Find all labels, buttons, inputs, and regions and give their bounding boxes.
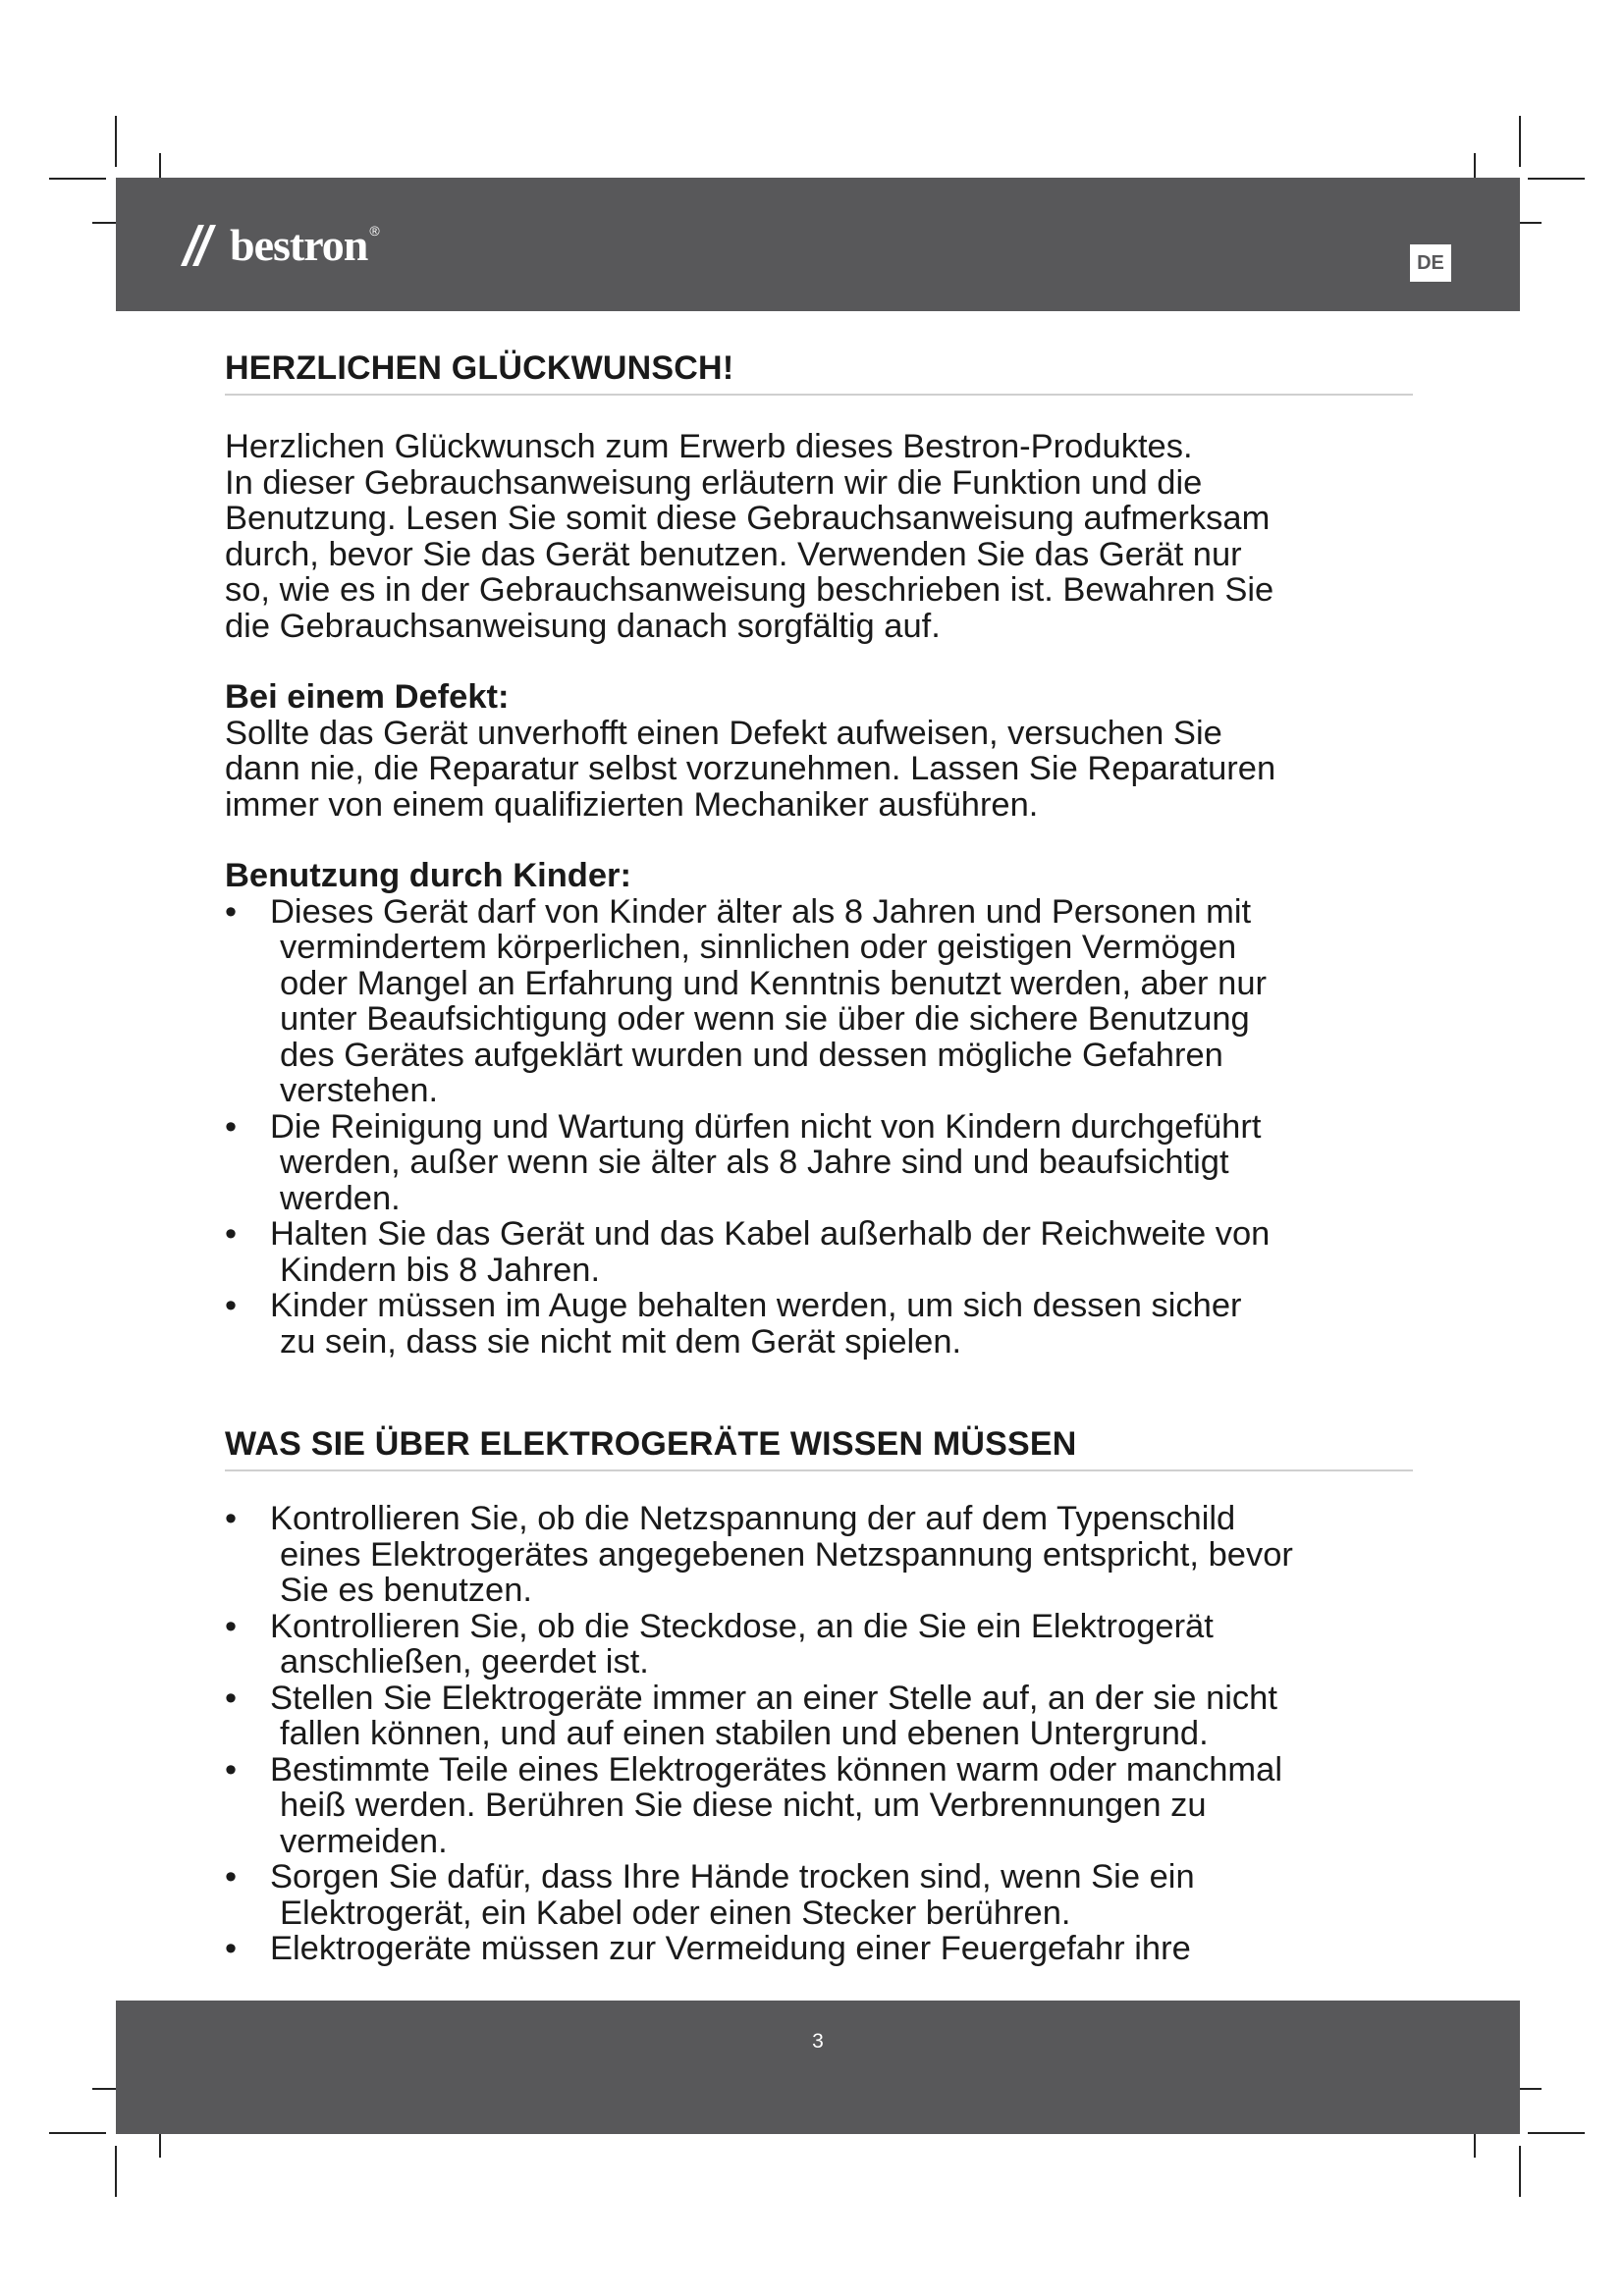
text-line: eines Elektrogerätes angegebenen Netzspannung entspricht, bevor [280,1535,1293,1574]
text-line: Sorgen Sie dafür, dass Ihre Hände trocken sind, wenn Sie ein [270,1858,1195,1896]
list-item [225,1931,1413,1967]
text-line: Elektrogeräte müssen zur Vermeidung einer Feuergefahr ihre [270,1930,1191,1967]
text-line: unter Beaufsichtigung oder wenn sie über die sichere Benutzung [280,1000,1250,1038]
trademark-symbol: ® [369,223,380,239]
crop-mark [1528,178,1585,180]
text-line: Kindern bis 8 Jahren. [280,1251,601,1289]
text-line: Herzlichen Glückwunsch zum Erwerb dieses Bestron-Produktes. [225,428,1193,465]
children-list [225,894,1413,1361]
crop-mark [49,2132,106,2134]
crop-mark [115,116,117,167]
text-line: Kinder müssen im Auge behalten werden, um sich dessen sicher [270,1287,1242,1324]
electrical-list [225,1501,1413,1967]
text-line: vermeiden. [280,1822,448,1860]
text-line: Halten Sie das Gerät und das Kabel außerhalb der Reichweite von [270,1215,1271,1253]
section-title-electrical: WAS SIE ÜBER ELEKTROGERÄTE WISSEN MÜSSEN [225,1424,1413,1471]
text-line: Dieses Gerät darf von Kinder älter als 8 Jahren und Personen mit [270,892,1252,931]
list-item [225,1109,1413,1217]
intro-paragraph [225,429,1413,644]
header-bar [116,178,1520,311]
bullet-icon: • [225,1287,238,1324]
brand-name: bestron [230,220,368,270]
defect-heading: Bei einem Defekt: [225,678,510,716]
list-item [225,1288,1413,1360]
children-heading: Benutzung durch Kinder: [225,857,631,894]
list-item [225,1501,1413,1609]
list-item [225,1859,1413,1931]
footer-bar [116,2001,1520,2134]
text-line: Sollte das Gerät unverhofft einen Defekt aufweisen, versuchen Sie [225,714,1222,752]
text-line: immer von einem qualifizierten Mechaniker ausführen. [225,785,1039,824]
text-line: In dieser Gebrauchsanweisung erläutern wir die Funktion und die [225,463,1203,502]
defect-paragraph [225,716,1413,824]
section-title-congratulations: HERZLICHEN GLÜCKWUNSCH! [225,348,1413,396]
text-line: Die Reinigung und Wartung dürfen nicht von Kindern durchgeführt [270,1107,1262,1146]
text-line: Benutzung. Lesen Sie somit diese Gebrauchsanweisung aufmerksam [225,500,1271,537]
bullet-icon: • [225,1607,238,1645]
text-line: verstehen. [280,1072,439,1109]
list-item [225,1752,1413,1860]
bullet-icon: • [225,1107,238,1146]
list-item [225,1216,1413,1288]
text-line: die Gebrauchsanweisung danach sorgfältig auf. [225,607,941,645]
text-line: so, wie es in der Gebrauchsanweisung beschrieben ist. Bewahren Sie [225,571,1274,609]
list-item [225,894,1413,1109]
text-line: zu sein, dass sie nicht mit dem Gerät spielen. [280,1322,962,1361]
bullet-icon: • [225,1679,238,1717]
crop-mark [1528,2132,1585,2134]
crop-mark [1519,116,1521,167]
text-line: heiß werden. Berühren Sie diese nicht, um Verbrennungen zu [280,1787,1207,1824]
list-item [225,1609,1413,1681]
text-line: Stellen Sie Elektrogeräte immer an einer Stelle auf, an der sie nicht [270,1679,1277,1717]
text-line: Kontrollieren Sie, ob die Steckdose, an die Sie ein Elektrogerät [270,1607,1214,1645]
bullet-icon: • [225,1750,238,1789]
bullet-icon: • [225,1858,238,1896]
text-line: Kontrollieren Sie, ob die Netzspannung der auf dem Typenschild [270,1500,1236,1537]
text-line: anschließen, geerdet ist. [280,1643,649,1681]
text-line: durch, bevor Sie das Gerät benutzen. Verwenden Sie das Gerät nur [225,535,1242,573]
text-line: dann nie, die Reparatur selbst vorzunehmen. Lassen Sie Reparaturen [225,750,1276,787]
text-line: Elektrogerät, ein Kabel oder einen Stecker berühren. [280,1894,1071,1932]
text-line: vermindertem körperlichen, sinnlichen oder geistigen Vermögen [280,929,1237,966]
text-line: des Gerätes aufgeklärt wurden und dessen mögliche Gefahren [280,1036,1223,1074]
bullet-icon: • [225,1500,238,1537]
chevrons-icon [179,223,222,268]
bullet-icon: • [225,1930,238,1967]
text-line: Sie es benutzen. [280,1572,533,1609]
text-line: werden, außer wenn sie älter als 8 Jahre sind und beaufsichtigt [280,1144,1229,1181]
text-line: werden. [280,1179,401,1217]
text-line: fallen können, und auf einen stabilen und ebenen Untergrund. [280,1715,1209,1752]
bullet-icon: • [225,892,238,931]
crop-mark [1519,2146,1521,2197]
crop-mark [49,178,106,180]
text-line: Bestimmte Teile eines Elektrogerätes können warm oder manchmal [270,1750,1283,1789]
text-line: oder Mangel an Erfahrung und Kenntnis benutzt werden, aber nur [280,964,1267,1002]
language-badge: DE [1410,244,1451,282]
bullet-icon: • [225,1215,238,1253]
crop-mark [115,2146,117,2197]
page-content [225,348,1413,1967]
page-number: 3 [812,2030,824,2053]
list-item [225,1681,1413,1752]
brand-logo [179,220,380,270]
